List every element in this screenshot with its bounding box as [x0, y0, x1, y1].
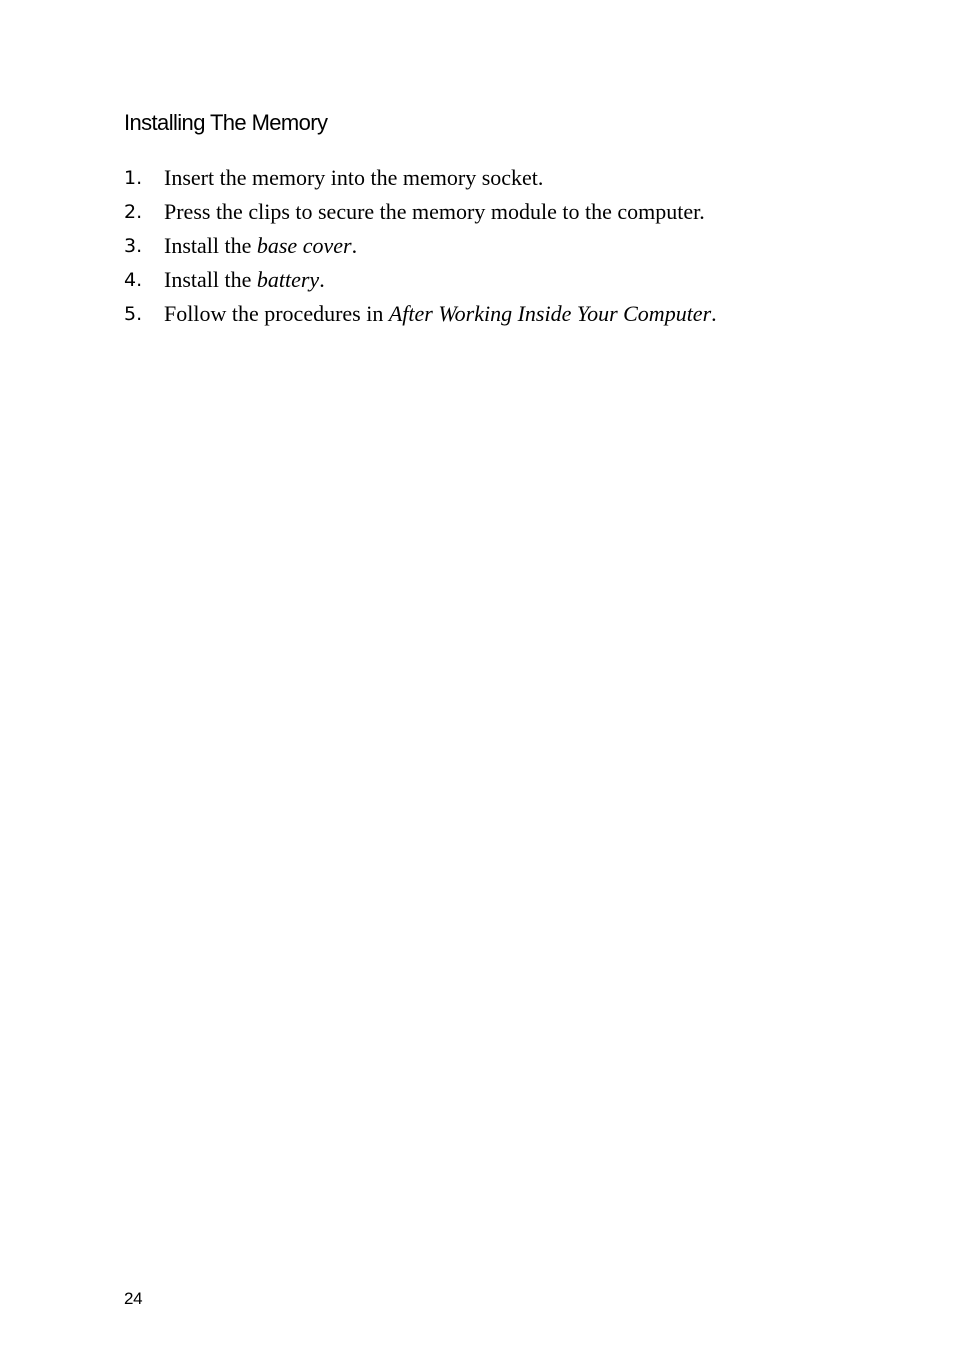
step-number: 2. — [124, 201, 143, 223]
step-text-plain: Follow the procedures in — [164, 301, 389, 326]
step-text — [164, 165, 543, 191]
step-text-plain: Install the — [164, 267, 257, 292]
page-number: 24 — [124, 1289, 143, 1308]
step-text-plain: Insert the memory into the memory socket. — [164, 165, 544, 190]
procedure-steps — [124, 161, 717, 331]
step-number: 4. — [124, 269, 143, 291]
step-text-plain: Install the — [164, 233, 257, 258]
step-item — [124, 229, 717, 263]
step-number: 1. — [124, 167, 143, 189]
step-link-text: battery — [256, 267, 320, 292]
step-text-suffix: . — [351, 233, 358, 258]
step-number: 5. — [124, 303, 143, 325]
step-item — [124, 297, 717, 331]
step-text-plain: Press the clips to secure the memory module to the computer. — [164, 199, 705, 224]
step-link-text: After Working Inside Your Computer — [388, 301, 712, 326]
step-number: 3. — [124, 235, 143, 257]
step-item — [124, 263, 717, 297]
step-text — [164, 199, 705, 225]
step-text — [164, 233, 357, 259]
step-item — [124, 161, 717, 195]
step-text — [164, 267, 325, 293]
step-text — [164, 301, 717, 327]
step-link-text: base cover — [256, 233, 352, 258]
step-item — [124, 195, 717, 229]
step-text-suffix: . — [711, 301, 717, 326]
section-heading: Installing The Memory — [124, 110, 328, 135]
step-text-suffix: . — [319, 267, 325, 292]
